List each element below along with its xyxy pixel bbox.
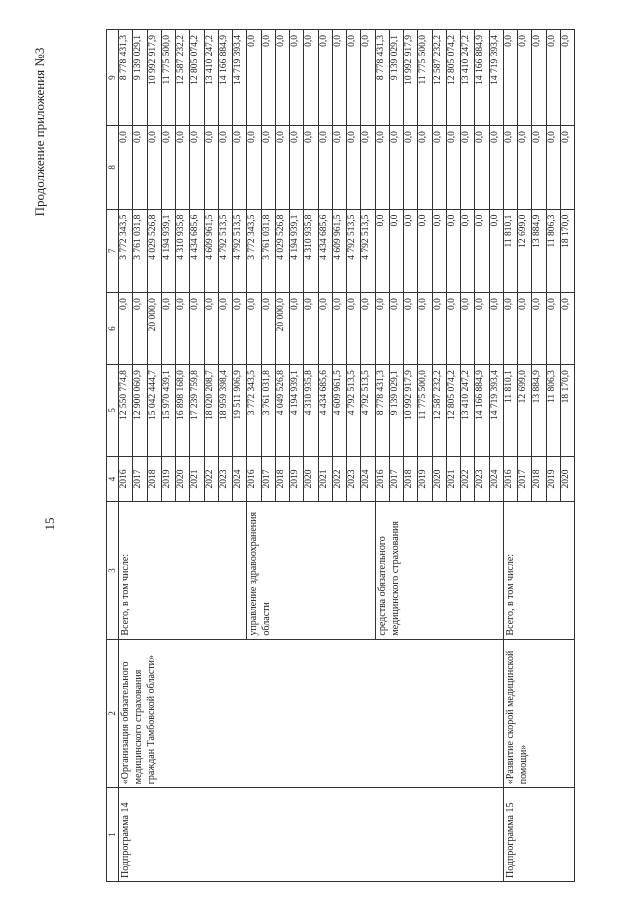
amount-cell: 0,0 bbox=[361, 293, 375, 365]
year-cell: 2022 bbox=[204, 456, 218, 502]
amount-cell: 15 970 439,1 bbox=[161, 365, 175, 456]
amount-cell: 0,0 bbox=[389, 209, 403, 292]
amount-cell: 4 029 526,8 bbox=[147, 209, 161, 292]
amount-cell: 16 898 168,0 bbox=[176, 365, 190, 456]
amount-cell: 0,0 bbox=[461, 209, 475, 292]
amount-cell: 0,0 bbox=[347, 126, 361, 209]
amount-cell: 0,0 bbox=[290, 126, 304, 209]
amount-cell: 14 719 393,4 bbox=[489, 30, 503, 126]
amount-cell: 4 434 685,6 bbox=[190, 209, 204, 292]
amount-cell: 4 049 526,8 bbox=[275, 365, 289, 456]
amount-cell: 0,0 bbox=[518, 126, 532, 209]
amount-cell: 9 139 029,1 bbox=[389, 365, 403, 456]
amount-cell: 3 761 031,8 bbox=[261, 209, 275, 292]
year-cell: 2023 bbox=[475, 456, 489, 502]
amount-cell: 0,0 bbox=[389, 126, 403, 209]
amount-cell: 13 884,9 bbox=[532, 209, 546, 292]
amount-cell: 0,0 bbox=[375, 209, 389, 292]
amount-cell: 3 772 343,5 bbox=[247, 209, 261, 292]
amount-cell: 0,0 bbox=[489, 293, 503, 365]
amount-cell: 0,0 bbox=[304, 293, 318, 365]
year-cell: 2017 bbox=[261, 456, 275, 502]
amount-cell: 0,0 bbox=[461, 126, 475, 209]
amount-cell: 12 805 074,2 bbox=[190, 30, 204, 126]
amount-cell: 3 761 031,8 bbox=[133, 209, 147, 292]
amount-cell: 10 992 917,9 bbox=[404, 30, 418, 126]
amount-cell: 0,0 bbox=[247, 293, 261, 365]
amount-cell: 12 900 060,9 bbox=[133, 365, 147, 456]
amount-cell: 11 775 500,0 bbox=[418, 30, 432, 126]
amount-cell: 8 778 431,3 bbox=[119, 30, 133, 126]
amount-cell: 15 042 444,7 bbox=[147, 365, 161, 456]
year-cell: 2021 bbox=[446, 456, 460, 502]
year-cell: 2020 bbox=[432, 456, 446, 502]
amount-cell: 10 992 917,9 bbox=[147, 30, 161, 126]
amount-cell: 4 434 685,6 bbox=[318, 365, 332, 456]
amount-cell: 20 000,0 bbox=[147, 293, 161, 365]
amount-cell: 0,0 bbox=[446, 126, 460, 209]
amount-cell: 0,0 bbox=[432, 126, 446, 209]
year-cell: 2020 bbox=[560, 456, 574, 502]
amount-cell: 0,0 bbox=[233, 126, 247, 209]
amount-cell: 4 194 939,1 bbox=[290, 365, 304, 456]
amount-cell: 4 194 939,1 bbox=[290, 209, 304, 292]
amount-cell: 0,0 bbox=[190, 293, 204, 365]
year-cell: 2022 bbox=[461, 456, 475, 502]
amount-cell: 4 310 935,8 bbox=[176, 209, 190, 292]
amount-cell: 0,0 bbox=[404, 293, 418, 365]
amount-cell: 11 810,1 bbox=[503, 365, 517, 456]
amount-cell: 0,0 bbox=[532, 30, 546, 126]
year-cell: 2016 bbox=[247, 456, 261, 502]
amount-cell: 0,0 bbox=[532, 126, 546, 209]
subprogram-title: «Организация обязательного медицинского страхования граждан Тамбовской области» bbox=[119, 639, 504, 788]
amount-cell: 4 310 935,8 bbox=[304, 365, 318, 456]
year-cell: 2024 bbox=[233, 456, 247, 502]
amount-cell: 0,0 bbox=[461, 293, 475, 365]
column-number: 4 bbox=[107, 456, 119, 502]
year-cell: 2021 bbox=[318, 456, 332, 502]
amount-cell: 0,0 bbox=[347, 293, 361, 365]
amount-cell: 13 410 247,2 bbox=[461, 365, 475, 456]
year-cell: 2019 bbox=[418, 456, 432, 502]
amount-cell: 0,0 bbox=[218, 126, 232, 209]
column-number: 7 bbox=[107, 209, 119, 292]
table-row bbox=[119, 30, 133, 882]
column-number: 6 bbox=[107, 293, 119, 365]
amount-cell: 0,0 bbox=[290, 30, 304, 126]
year-cell: 2024 bbox=[361, 456, 375, 502]
amount-cell: 0,0 bbox=[432, 293, 446, 365]
amount-cell: 14 719 393,4 bbox=[489, 365, 503, 456]
amount-cell: 8 778 431,3 bbox=[375, 30, 389, 126]
amount-cell: 0,0 bbox=[161, 126, 175, 209]
appendix-caption: Продолжение приложения №3 bbox=[32, 47, 47, 217]
amount-cell: 0,0 bbox=[347, 30, 361, 126]
table-body bbox=[119, 30, 575, 882]
year-cell: 2016 bbox=[503, 456, 517, 502]
year-cell: 2017 bbox=[133, 456, 147, 502]
year-cell: 2018 bbox=[532, 456, 546, 502]
amount-cell: 4 792 513,5 bbox=[361, 365, 375, 456]
year-cell: 2020 bbox=[304, 456, 318, 502]
amount-cell: 0,0 bbox=[318, 293, 332, 365]
amount-cell: 0,0 bbox=[318, 30, 332, 126]
amount-cell: 0,0 bbox=[261, 30, 275, 126]
column-number: 3 bbox=[107, 502, 119, 639]
year-cell: 2017 bbox=[518, 456, 532, 502]
amount-cell: 0,0 bbox=[318, 126, 332, 209]
year-cell: 2018 bbox=[275, 456, 289, 502]
amount-cell: 12 587 232,2 bbox=[432, 30, 446, 126]
amount-cell: 0,0 bbox=[176, 126, 190, 209]
year-cell: 2020 bbox=[176, 456, 190, 502]
subprogram-code: Подпрограмма 15 bbox=[503, 788, 574, 882]
amount-cell: 0,0 bbox=[147, 126, 161, 209]
amount-cell: 14 166 884,9 bbox=[218, 30, 232, 126]
amount-cell: 0,0 bbox=[418, 126, 432, 209]
amount-cell: 4 609 961,5 bbox=[332, 365, 346, 456]
amount-cell: 4 792 513,5 bbox=[361, 209, 375, 292]
amount-cell: 0,0 bbox=[332, 126, 346, 209]
amount-cell: 0,0 bbox=[119, 293, 133, 365]
amount-cell: 0,0 bbox=[304, 30, 318, 126]
amount-cell: 18 959 398,4 bbox=[218, 365, 232, 456]
amount-cell: 12 550 774,8 bbox=[119, 365, 133, 456]
amount-cell: 0,0 bbox=[190, 126, 204, 209]
amount-cell: 0,0 bbox=[446, 293, 460, 365]
column-number: 5 bbox=[107, 365, 119, 456]
amount-cell: 0,0 bbox=[218, 293, 232, 365]
table-row bbox=[503, 30, 517, 882]
amount-cell: 0,0 bbox=[418, 293, 432, 365]
amount-cell: 18 170,0 bbox=[560, 209, 574, 292]
amount-cell: 9 139 029,1 bbox=[133, 30, 147, 126]
amount-cell: 14 166 884,9 bbox=[475, 365, 489, 456]
funding-source-label: Всего, в том числе: bbox=[503, 502, 574, 639]
amount-cell: 4 434 685,6 bbox=[318, 209, 332, 292]
subprogram-code: Подпрограмма 14 bbox=[119, 788, 504, 882]
year-cell: 2017 bbox=[389, 456, 403, 502]
amount-cell: 0,0 bbox=[503, 30, 517, 126]
amount-cell: 12 805 074,2 bbox=[446, 30, 460, 126]
amount-cell: 0,0 bbox=[404, 126, 418, 209]
amount-cell: 0,0 bbox=[503, 293, 517, 365]
amount-cell: 4 792 513,5 bbox=[347, 365, 361, 456]
year-cell: 2016 bbox=[375, 456, 389, 502]
amount-cell: 4 194 939,1 bbox=[161, 209, 175, 292]
year-cell: 2021 bbox=[190, 456, 204, 502]
amount-cell: 18 170,0 bbox=[560, 365, 574, 456]
funding-table-rotated bbox=[106, 29, 575, 882]
amount-cell: 0,0 bbox=[503, 126, 517, 209]
amount-cell: 0,0 bbox=[361, 126, 375, 209]
amount-cell: 11 806,3 bbox=[546, 209, 560, 292]
amount-cell: 0,0 bbox=[275, 126, 289, 209]
amount-cell: 11 810,1 bbox=[503, 209, 517, 292]
amount-cell: 0,0 bbox=[546, 126, 560, 209]
funding-source-label: средства обязательного медицинского страхования bbox=[375, 502, 503, 639]
funding-table bbox=[106, 29, 575, 882]
amount-cell: 0,0 bbox=[560, 126, 574, 209]
amount-cell: 0,0 bbox=[532, 293, 546, 365]
amount-cell: 14 719 393,4 bbox=[233, 30, 247, 126]
amount-cell: 0,0 bbox=[375, 126, 389, 209]
amount-cell: 20 000,0 bbox=[275, 293, 289, 365]
amount-cell: 4 609 961,5 bbox=[204, 209, 218, 292]
amount-cell: 0,0 bbox=[432, 209, 446, 292]
amount-cell: 4 792 513,5 bbox=[218, 209, 232, 292]
amount-cell: 13 410 247,2 bbox=[461, 30, 475, 126]
amount-cell: 0,0 bbox=[475, 126, 489, 209]
column-number: 1 bbox=[107, 788, 119, 882]
subprogram-title: «Развитие скорой медицинской помощи» bbox=[503, 639, 574, 788]
amount-cell: 12 699,0 bbox=[518, 365, 532, 456]
amount-cell: 12 587 232,2 bbox=[176, 30, 190, 126]
amount-cell: 0,0 bbox=[290, 293, 304, 365]
amount-cell: 14 166 884,9 bbox=[475, 30, 489, 126]
year-cell: 2016 bbox=[119, 456, 133, 502]
amount-cell: 18 020 208,7 bbox=[204, 365, 218, 456]
amount-cell: 17 239 759,8 bbox=[190, 365, 204, 456]
amount-cell: 0,0 bbox=[176, 293, 190, 365]
amount-cell: 0,0 bbox=[389, 293, 403, 365]
column-number: 9 bbox=[107, 30, 119, 126]
year-cell: 2018 bbox=[404, 456, 418, 502]
amount-cell: 0,0 bbox=[560, 30, 574, 126]
amount-cell: 0,0 bbox=[133, 126, 147, 209]
amount-cell: 11 775 500,0 bbox=[418, 365, 432, 456]
year-cell: 2023 bbox=[347, 456, 361, 502]
amount-cell: 3 761 031,8 bbox=[261, 365, 275, 456]
amount-cell: 0,0 bbox=[332, 293, 346, 365]
amount-cell: 13 884,9 bbox=[532, 365, 546, 456]
amount-cell: 10 992 917,9 bbox=[404, 365, 418, 456]
amount-cell: 0,0 bbox=[304, 126, 318, 209]
amount-cell: 8 778 431,3 bbox=[375, 365, 389, 456]
amount-cell: 4 609 961,5 bbox=[332, 209, 346, 292]
amount-cell: 0,0 bbox=[332, 30, 346, 126]
amount-cell: 0,0 bbox=[446, 209, 460, 292]
amount-cell: 0,0 bbox=[475, 293, 489, 365]
year-cell: 2019 bbox=[161, 456, 175, 502]
amount-cell: 12 699,0 bbox=[518, 209, 532, 292]
amount-cell: 0,0 bbox=[247, 126, 261, 209]
amount-cell: 4 792 513,5 bbox=[233, 209, 247, 292]
amount-cell: 0,0 bbox=[247, 30, 261, 126]
page-number: 15 bbox=[42, 517, 57, 531]
amount-cell: 0,0 bbox=[119, 126, 133, 209]
amount-cell: 0,0 bbox=[375, 293, 389, 365]
amount-cell: 0,0 bbox=[560, 293, 574, 365]
amount-cell: 0,0 bbox=[475, 209, 489, 292]
amount-cell: 0,0 bbox=[518, 30, 532, 126]
amount-cell: 0,0 bbox=[546, 30, 560, 126]
amount-cell: 0,0 bbox=[133, 293, 147, 365]
amount-cell: 4 029 526,8 bbox=[275, 209, 289, 292]
amount-cell: 0,0 bbox=[204, 126, 218, 209]
amount-cell: 13 410 247,2 bbox=[204, 30, 218, 126]
amount-cell: 0,0 bbox=[161, 293, 175, 365]
funding-source-label: управление здравоохранения области bbox=[247, 502, 375, 639]
amount-cell: 0,0 bbox=[361, 30, 375, 126]
year-cell: 2019 bbox=[546, 456, 560, 502]
amount-cell: 4 310 935,8 bbox=[304, 209, 318, 292]
amount-cell: 9 139 029,1 bbox=[389, 30, 403, 126]
year-cell: 2024 bbox=[489, 456, 503, 502]
column-number-row bbox=[107, 30, 119, 882]
amount-cell: 0,0 bbox=[489, 209, 503, 292]
amount-cell: 19 511 906,9 bbox=[233, 365, 247, 456]
amount-cell: 0,0 bbox=[418, 209, 432, 292]
amount-cell: 3 772 343,5 bbox=[119, 209, 133, 292]
amount-cell: 0,0 bbox=[261, 126, 275, 209]
amount-cell: 0,0 bbox=[489, 126, 503, 209]
amount-cell: 3 772 343,5 bbox=[247, 365, 261, 456]
column-number: 8 bbox=[107, 126, 119, 209]
funding-source-label: Всего, в том числе: bbox=[119, 502, 247, 639]
amount-cell: 0,0 bbox=[404, 209, 418, 292]
year-cell: 2023 bbox=[218, 456, 232, 502]
amount-cell: 12 805 074,2 bbox=[446, 365, 460, 456]
amount-cell: 0,0 bbox=[204, 293, 218, 365]
amount-cell: 12 587 232,2 bbox=[432, 365, 446, 456]
year-cell: 2018 bbox=[147, 456, 161, 502]
amount-cell: 0,0 bbox=[546, 293, 560, 365]
amount-cell: 4 792 513,5 bbox=[347, 209, 361, 292]
column-number: 2 bbox=[107, 639, 119, 788]
year-cell: 2022 bbox=[332, 456, 346, 502]
amount-cell: 0,0 bbox=[518, 293, 532, 365]
amount-cell: 0,0 bbox=[261, 293, 275, 365]
amount-cell: 11 806,3 bbox=[546, 365, 560, 456]
amount-cell: 0,0 bbox=[275, 30, 289, 126]
amount-cell: 11 775 500,0 bbox=[161, 30, 175, 126]
amount-cell: 0,0 bbox=[233, 293, 247, 365]
year-cell: 2019 bbox=[290, 456, 304, 502]
